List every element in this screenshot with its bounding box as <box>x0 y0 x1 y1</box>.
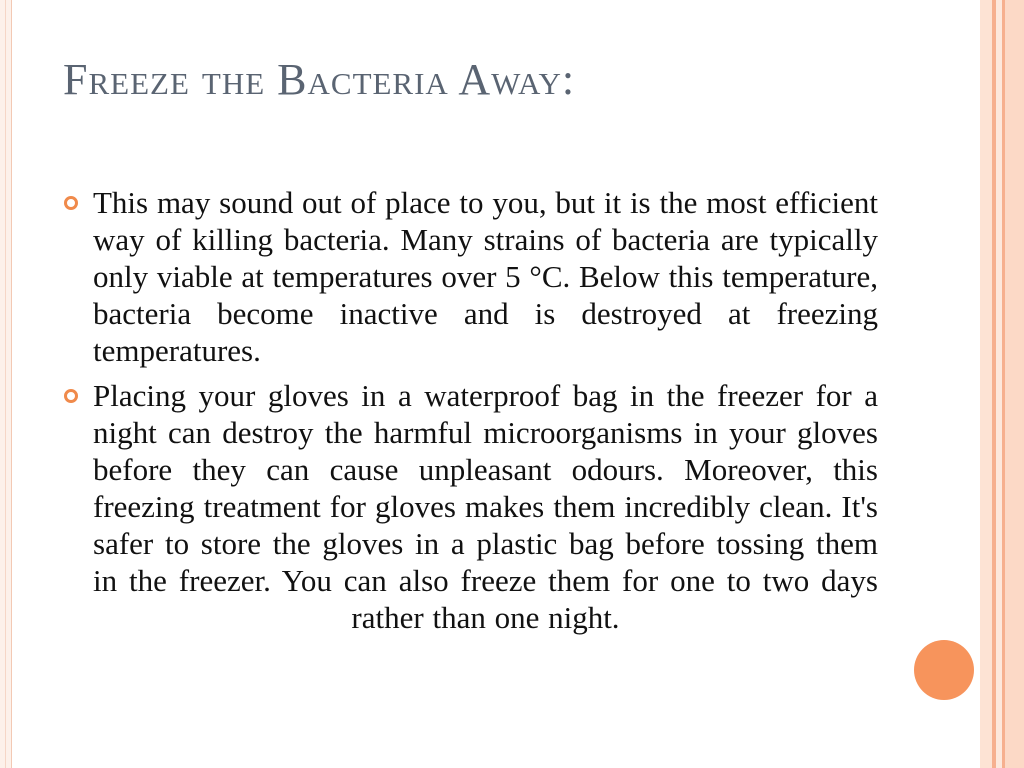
right-decor-stripe-pale <box>980 0 992 768</box>
left-border-frame <box>0 0 12 768</box>
bullet-text: Placing your gloves in a waterproof bag in the freezer for a night can destroy the harmful microorganisms in your gloves before they can cause unpleasant odours. Moreover, this freezing treatment for gloves makes them incredibly clean. It's safer to store the gloves in a plastic bag before tossing them in the freezer. You can also freeze them for one to two days rather than one night. <box>93 378 878 635</box>
ring-bullet-icon <box>64 196 78 210</box>
bullet-item <box>62 184 878 369</box>
bullet-item <box>62 377 878 636</box>
bullet-text: This may sound out of place to you, but it is the most efficient way of killing bacteria. Many strains of bacteria are typically only viable at temperatures over 5 °C. Below this temperature, bacteria become inactive and is destroyed at freezing temperatures. <box>93 185 878 368</box>
decorative-circle-icon <box>914 640 974 700</box>
slide-title: Freeze the Bacteria Away: <box>63 55 576 104</box>
bullet-list <box>62 184 878 644</box>
ring-bullet-icon <box>64 389 78 403</box>
right-decor-stripe-end <box>1005 0 1024 768</box>
